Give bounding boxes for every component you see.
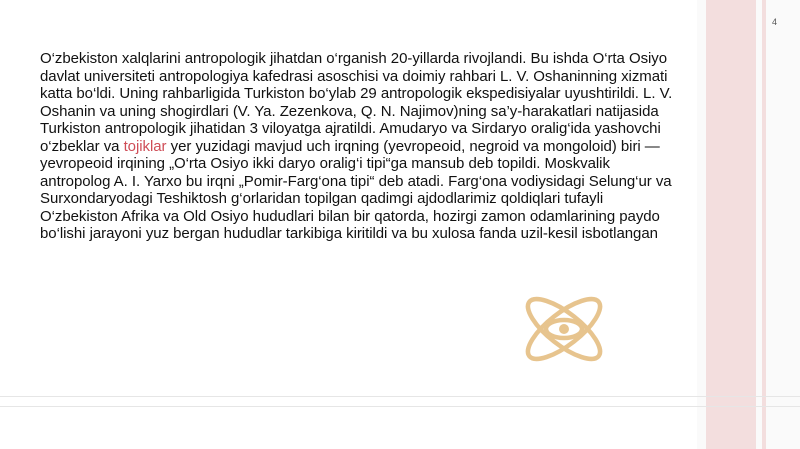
page-number: 4 bbox=[772, 17, 778, 27]
divider-line bbox=[0, 406, 800, 407]
body-paragraph bbox=[40, 50, 680, 243]
paragraph-text-part1: O‘zbekiston xalqlarini antropologik jihatdan o‘rganish 20-yillarda rivojlandi. Bu ishda O‘rta Osiyo davlat universiteti antropologiya kafedrasi asoschisi va doimiy rahbari L. V. Oshaninning xizmati katta bo‘ldi. Uning rahbarligida Turkiston bo‘ylab 29 antropologik ekspedisiyalar uyushtirildi. L. V. Oshanin va uning shogirdlari (V. Ya. Zezenkova, Q. N. Najimov)ning sa’y-harakatlari natijasida Turkiston antropologik jihatidan 3 viloyatga ajratildi. Amudaryo va Sirdaryo oralig‘ida yashovchi o‘zbeklar va bbox=[40, 50, 673, 155]
highlighted-word[interactable]: tojiklar bbox=[123, 137, 167, 155]
decorative-stripe-thin bbox=[762, 0, 766, 449]
divider-line bbox=[0, 396, 800, 397]
atom-icon bbox=[516, 284, 612, 374]
decorative-stripe-wide bbox=[706, 0, 756, 449]
paragraph-text-part2: yer yuzidagi mavjud uch irqning (yevropeoid, negroid va mongoloid) biri — yevropeoid irqining „O‘rta Osiyo ikki daryo oralig‘i tipi“ga mansub deb topildi. Moskvalik antropolog A. I. Yarxo bu irqni „Pomir-Farg‘ona tipi“ deb atadi. Farg‘ona vodiysidagi Selung‘ur va Surxondaryodagi Teshiktosh g‘orlaridan topilgan qadimgi ajdodlarimiz qoldiqlari tufayli O‘zbekiston Afrika va Old Osiyo hududlari bilan bir qatorda, hozirgi zamon odamlarining paydo bo‘lishi jarayoni yuz bergan hududlar tarkibiga kiritildi va bu xulosa fanda uzil-kesil isbotlangan bbox=[40, 137, 672, 242]
